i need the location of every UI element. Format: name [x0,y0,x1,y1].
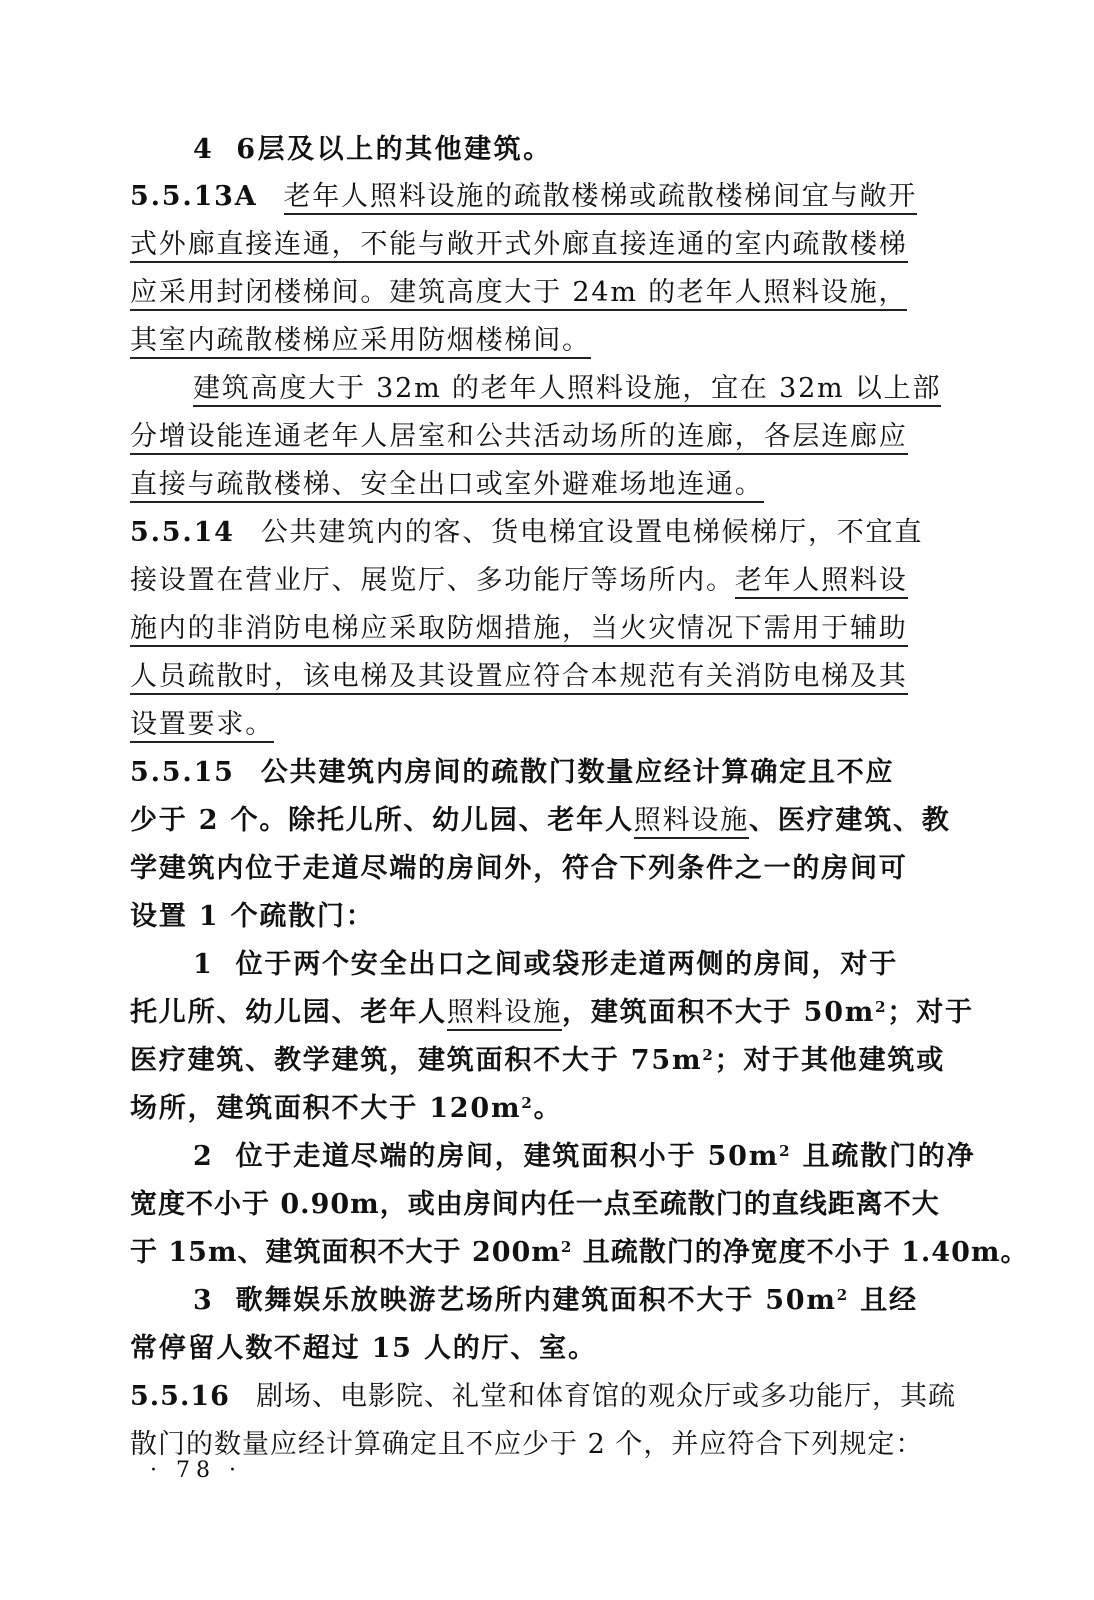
superscript: 2 [779,1142,792,1160]
item-text: 位于走道尽端的房间，建筑面积小于 50m [235,1141,780,1172]
item-text: 且经 [849,1285,918,1316]
clause-text: 学建筑内位于走道尽端的房间外，符合下列条件之一的房间可 [130,853,908,884]
clause-text: 设置要求。 [130,709,274,743]
page-number: · 78 · [150,1458,242,1483]
clause-number: 5.5.16 [130,1381,230,1412]
item-text: 场所，建筑面积不大于 120m [130,1093,522,1124]
clause-text: 应采用封闭楼梯间。建筑高度大于 24m 的老年人照料设施， [130,277,907,311]
item-3-line-2 [130,1327,988,1371]
clause-text: 公共建筑内房间的疏散门数量应经计算确定且不应 [260,757,895,788]
clause-5-5-13A-line-2 [130,223,988,267]
clause-5-5-15-line-2 [130,799,988,843]
clause-5-5-14-line-4 [130,655,988,699]
item-text: 。 [533,1093,563,1124]
item-1-line-4 [130,1087,988,1131]
item-1-line-2 [130,991,988,1035]
clause-text: 人员疏散时，该电梯及其设置应符合本规范有关消防电梯及其 [130,661,908,695]
clause-5-5-13A-line-1 [130,175,988,219]
clause-text: 接设置在营业厅、展览厅、多功能厅等场所内。 [130,565,735,596]
clause-text: 老年人照料设施的疏散楼梯或疏散楼梯间宜与敞开 [284,181,918,215]
item-2-line-3 [130,1231,1029,1275]
item-3-line-1 [193,1279,988,1323]
clause-5-5-14-line-1 [130,511,988,555]
clause-text: 施内的非消防电梯应采取防烟措施，当火灾情况下需用于辅助 [130,613,908,647]
item-text-underlined: 照料设施 [447,997,562,1031]
clause-5-5-14-line-3 [130,607,988,651]
clause-5-5-15-line-3 [130,847,988,891]
item-text: 于 15m、建筑面积不大于 200m [130,1237,561,1268]
item-text: 医疗建筑、教学建筑，建筑面积不大于 75m [130,1045,703,1076]
clause-text: 建筑高度大于 32m 的老年人照料设施，宜在 32m 以上部 [193,373,941,407]
clause-5-5-13A-line-4 [130,319,988,363]
clause-5-5-16-line-2 [130,1423,988,1467]
superscript: 2 [875,998,888,1016]
clause-5-5-15-line-4 [130,895,988,939]
item-text: ，建筑面积不大于 50m [562,997,876,1028]
item-1-line-1 [193,943,988,987]
item-number: 2 [193,1141,214,1172]
item-text: 6层及以上的其他建筑。 [236,134,553,165]
clause-number: 5.5.14 [130,517,235,548]
clause-text: 直接与疏散楼梯、安全出口或室外避难场地连通。 [130,469,764,503]
clause-5-5-13A-para2-line-2 [130,415,988,459]
item-text: ；对于其他建筑或 [714,1045,945,1076]
item-text: 宽度不小于 0.90m，或由房间内任一点至疏散门的直线距离不大 [130,1189,940,1220]
item-text: 且疏散门的净 [791,1141,976,1172]
clause-text: 式外廊直接连通，不能与敞开式外廊直接连通的室内疏散楼梯 [130,229,908,263]
item-text: 歌舞娱乐放映游艺场所内建筑面积不大于 50m [235,1285,837,1316]
clause-text: 、医疗建筑、教 [749,805,951,836]
item-text: 且疏散门的净宽度不小于 1.40m。 [572,1237,1029,1268]
item-2-line-1 [193,1135,988,1179]
clause-5-5-16-line-1 [130,1375,988,1419]
superscript: 2 [836,1286,849,1304]
clause-text: 少于 2 个。除托儿所、幼儿园、老年人 [130,805,634,836]
item-text: ；对于 [887,997,974,1028]
clause-text: 设置 1 个疏散门： [130,901,375,932]
clause-text: 其室内疏散楼梯应采用防烟楼梯间。 [130,325,591,359]
clause-text: 剧场、电影院、礼堂和体育馆的观众厅或多功能厅，其疏 [255,1381,956,1412]
superscript: 2 [702,1046,715,1064]
superscript: 2 [521,1094,534,1112]
item-number: 3 [193,1285,214,1316]
item-2-line-2 [130,1183,988,1227]
clause-5-5-14-line-5 [130,703,988,747]
clause-5-5-15-line-1 [130,751,988,795]
item-number: 1 [193,949,214,980]
clause-text-underlined: 照料设施 [634,805,749,839]
clause-5-5-13A-para2-line-1 [193,367,988,411]
superscript: 2 [560,1238,573,1256]
clause-text-underlined: 老年人照料设 [735,565,908,599]
clause-5-5-14-line-2 [130,559,988,603]
item-text: 常停留人数不超过 15 人的厅、室。 [130,1333,597,1364]
item-text: 位于两个安全出口之间或袋形走道两侧的房间，对于 [235,949,898,980]
clause-text: 散门的数量应经计算确定且不应少于 2 个，并应符合下列规定： [130,1429,924,1460]
clause-text: 公共建筑内的客、货电梯宜设置电梯候梯厅，不宜直 [260,517,924,548]
item-text: 托儿所、幼儿园、老年人 [130,997,447,1028]
item-4-line [193,128,988,172]
clause-number: 5.5.13A [130,181,258,212]
item-1-line-3 [130,1039,988,1083]
clause-5-5-13A-para2-line-3 [130,463,988,507]
clause-text: 分增设能连通老年人居室和公共活动场所的连廊，各层连廊应 [130,421,908,455]
item-number: 4 [193,134,215,165]
clause-number: 5.5.15 [130,757,235,788]
clause-5-5-13A-line-3 [130,271,988,315]
